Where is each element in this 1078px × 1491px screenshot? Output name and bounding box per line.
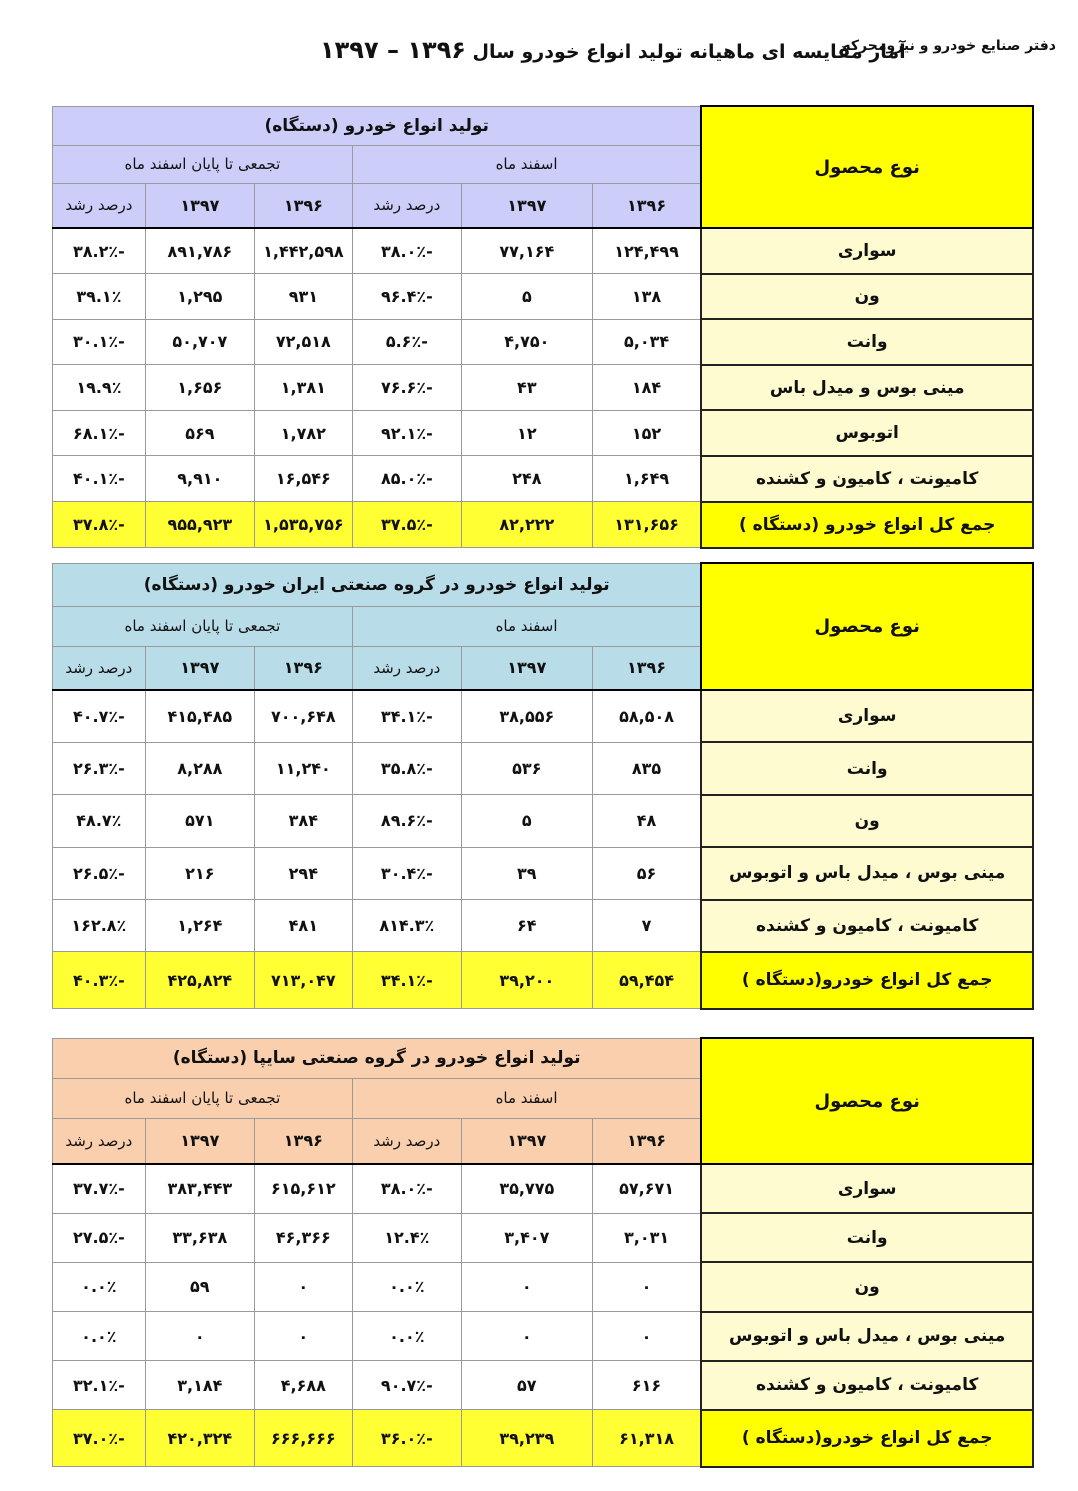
cell-cg: -۲۷.۵٪ <box>53 1213 146 1262</box>
total-cg: -۳۷.۸٪ <box>53 502 146 548</box>
cell-m96: ۱۵۲ <box>592 410 701 456</box>
cell-c97: ۵۰,۷۰۷ <box>145 319 254 365</box>
cell-cg: -۳۷.۷٪ <box>53 1164 146 1213</box>
row-label: سواری <box>701 228 1033 274</box>
row-label: وانت <box>701 742 1033 794</box>
cell-cg: ۱۹.۹٪ <box>53 365 146 411</box>
cell-m97: ۵۳۶ <box>461 742 592 794</box>
cell-m96: ۱۲۴,۴۹۹ <box>592 228 701 274</box>
cell-m97: ۵۷ <box>461 1361 592 1410</box>
cell-c96: ۱,۴۴۲,۵۹۸ <box>254 228 352 274</box>
row-label: کامیونت ، کامیون و کشنده <box>701 456 1033 502</box>
cell-c96: ۹۳۱ <box>254 274 352 320</box>
col-growth: درصد رشد <box>352 1118 461 1164</box>
cell-m96: ۱,۶۴۹ <box>592 456 701 502</box>
cell-m96: ۵,۰۳۴ <box>592 319 701 365</box>
cell-m97: ۷۷,۱۶۴ <box>461 228 592 274</box>
table-row <box>53 410 1034 456</box>
cell-c97: ۴۱۵,۴۸۵ <box>145 690 254 742</box>
cell-mg: -۳۸.۰٪ <box>352 1164 461 1213</box>
cumulative-group-header: تجمعی تا پایان اسفند ماه <box>53 145 353 183</box>
table-row <box>53 1361 1034 1410</box>
product-header: نوع محصول <box>701 563 1033 690</box>
row-label: سواری <box>701 1164 1033 1213</box>
cell-c96: ۷۰۰,۶۴۸ <box>254 690 352 742</box>
production-table-2 <box>52 562 1034 1010</box>
cell-m97: ۳۵,۷۷۵ <box>461 1164 592 1213</box>
cell-c97: ۵۶۹ <box>145 410 254 456</box>
col-cum-1396: ۱۳۹۶ <box>254 183 352 228</box>
total-cg: -۴۰.۳٪ <box>53 952 146 1009</box>
month-group-header: اسفند ماه <box>352 145 701 183</box>
cell-c96: ۰ <box>254 1312 352 1361</box>
col-cum-1397: ۱۳۹۷ <box>145 1118 254 1164</box>
cell-m97: ۵ <box>461 274 592 320</box>
cell-m97: ۲۴۸ <box>461 456 592 502</box>
cell-c97: ۳۳,۶۳۸ <box>145 1213 254 1262</box>
cell-mg: -۸۹.۶٪ <box>352 795 461 847</box>
cell-c97: ۱,۲۹۵ <box>145 274 254 320</box>
table-row <box>53 1312 1034 1361</box>
cell-c96: ۴۸۱ <box>254 900 352 952</box>
cell-m96: ۵۷,۶۷۱ <box>592 1164 701 1213</box>
production-table-3 <box>52 1037 1034 1468</box>
cell-m97: ۳,۴۰۷ <box>461 1213 592 1262</box>
table-row <box>53 1262 1034 1311</box>
total-m97: ۳۹,۲۰۰ <box>461 952 592 1009</box>
cell-m96: ۳,۰۳۱ <box>592 1213 701 1262</box>
cell-mg: -۳۸.۰٪ <box>352 228 461 274</box>
table-title: تولید انواع خودرو (دستگاه) <box>53 106 702 145</box>
total-c97: ۹۵۵,۹۲۳ <box>145 502 254 548</box>
product-header: نوع محصول <box>701 106 1033 228</box>
cell-m97: ۳۹ <box>461 847 592 899</box>
cell-c96: ۱,۳۸۱ <box>254 365 352 411</box>
cell-c96: ۱,۷۸۲ <box>254 410 352 456</box>
row-label: کامیونت ، کامیون و کشنده <box>701 900 1033 952</box>
col-1396: ۱۳۹۶ <box>592 646 701 690</box>
col-1396: ۱۳۹۶ <box>592 1118 701 1164</box>
cell-m96: ۵۸,۵۰۸ <box>592 690 701 742</box>
cell-cg: -۴۰.۱٪ <box>53 456 146 502</box>
cell-cg: -۳۰.۱٪ <box>53 319 146 365</box>
cell-c96: ۰ <box>254 1262 352 1311</box>
col-cum-growth: درصد رشد <box>53 646 146 690</box>
total-row <box>53 1410 1034 1467</box>
total-m97: ۸۲,۲۲۲ <box>461 502 592 548</box>
cell-cg: ۰.۰٪ <box>53 1312 146 1361</box>
cell-c97: ۸,۲۸۸ <box>145 742 254 794</box>
cumulative-group-header: تجمعی تا پایان اسفند ماه <box>53 1078 353 1118</box>
total-m96: ۱۳۱,۶۵۶ <box>592 502 701 548</box>
row-label: مینی بوس ، میدل باس و اتوبوس <box>701 847 1033 899</box>
row-label: وانت <box>701 319 1033 365</box>
cell-m96: ۷ <box>592 900 701 952</box>
row-label: اتوبوس <box>701 410 1033 456</box>
total-label: جمع کل انواع خودرو(دستگاه ) <box>701 1410 1033 1467</box>
cell-mg: -۳۵.۸٪ <box>352 742 461 794</box>
cell-m97: ۴۳ <box>461 365 592 411</box>
table-row <box>53 1213 1034 1262</box>
table-row <box>53 795 1034 847</box>
cell-mg: ۰.۰٪ <box>352 1262 461 1311</box>
cell-m96: ۰ <box>592 1262 701 1311</box>
col-growth: درصد رشد <box>352 183 461 228</box>
table-row <box>53 456 1034 502</box>
cell-c97: ۳۸۳,۴۴۳ <box>145 1164 254 1213</box>
cell-c96: ۷۲,۵۱۸ <box>254 319 352 365</box>
col-cum-1396: ۱۳۹۶ <box>254 1118 352 1164</box>
cell-cg: -۶۸.۱٪ <box>53 410 146 456</box>
row-label: مینی بوس و میدل باس <box>701 365 1033 411</box>
table-title: تولید انواع خودرو در گروه صنعتی سایپا (دستگاه) <box>53 1038 702 1078</box>
col-1396: ۱۳۹۶ <box>592 183 701 228</box>
cell-mg: -۸۵.۰٪ <box>352 456 461 502</box>
table-row <box>53 690 1034 742</box>
row-label: مینی بوس ، میدل باس و اتوبوس <box>701 1312 1033 1361</box>
table-row <box>53 847 1034 899</box>
title-text: آمار مقایسه ای ماهیانه تولید انواع خودرو سال <box>472 41 906 63</box>
table-row <box>53 274 1034 320</box>
cell-mg: -۳۰.۴٪ <box>352 847 461 899</box>
cell-m97: ۰ <box>461 1262 592 1311</box>
cell-c96: ۴۶,۳۶۶ <box>254 1213 352 1262</box>
col-cum-growth: درصد رشد <box>53 183 146 228</box>
office-name: دفتر صنایع خودرو و نیرومحرکه <box>842 38 1056 54</box>
col-1397: ۱۳۹۷ <box>461 646 592 690</box>
total-m96: ۵۹,۴۵۴ <box>592 952 701 1009</box>
cell-m96: ۵۶ <box>592 847 701 899</box>
cell-cg: -۳۲.۱٪ <box>53 1361 146 1410</box>
cell-c97: ۱,۲۶۴ <box>145 900 254 952</box>
total-mg: -۳۷.۵٪ <box>352 502 461 548</box>
cell-cg: -۲۶.۵٪ <box>53 847 146 899</box>
title-years: ۱۳۹۶ – ۱۳۹۷ <box>320 36 466 64</box>
table-row <box>53 1164 1034 1213</box>
col-cum-1396: ۱۳۹۶ <box>254 646 352 690</box>
month-group-header: اسفند ماه <box>352 1078 701 1118</box>
col-1397: ۱۳۹۷ <box>461 1118 592 1164</box>
col-cum-1397: ۱۳۹۷ <box>145 646 254 690</box>
row-label: ون <box>701 795 1033 847</box>
cell-c96: ۳۸۴ <box>254 795 352 847</box>
cell-c96: ۶۱۵,۶۱۲ <box>254 1164 352 1213</box>
total-mg: -۳۶.۰٪ <box>352 1410 461 1467</box>
cumulative-group-header: تجمعی تا پایان اسفند ماه <box>53 606 353 646</box>
cell-c96: ۲۹۴ <box>254 847 352 899</box>
cell-c96: ۱۱,۲۴۰ <box>254 742 352 794</box>
cell-c97: ۹,۹۱۰ <box>145 456 254 502</box>
cell-m96: ۱۳۸ <box>592 274 701 320</box>
cell-m96: ۸۳۵ <box>592 742 701 794</box>
cell-c96: ۴,۶۸۸ <box>254 1361 352 1410</box>
month-group-header: اسفند ماه <box>352 606 701 646</box>
cell-c97: ۳,۱۸۴ <box>145 1361 254 1410</box>
row-label: سواری <box>701 690 1033 742</box>
row-label: وانت <box>701 1213 1033 1262</box>
row-label: ون <box>701 274 1033 320</box>
cell-m97: ۰ <box>461 1312 592 1361</box>
cell-mg: -۹۰.۷٪ <box>352 1361 461 1410</box>
production-table-1 <box>52 105 1034 549</box>
col-growth: درصد رشد <box>352 646 461 690</box>
total-m97: ۳۹,۲۳۹ <box>461 1410 592 1467</box>
table-row <box>53 742 1034 794</box>
product-header: نوع محصول <box>701 1038 1033 1164</box>
cell-m97: ۳۸,۵۵۶ <box>461 690 592 742</box>
total-c97: ۴۲۰,۳۲۴ <box>145 1410 254 1467</box>
total-m96: ۶۱,۳۱۸ <box>592 1410 701 1467</box>
col-cum-1397: ۱۳۹۷ <box>145 183 254 228</box>
cell-mg: -۳۴.۱٪ <box>352 690 461 742</box>
cell-mg: ۰.۰٪ <box>352 1312 461 1361</box>
cell-cg: -۴۰.۷٪ <box>53 690 146 742</box>
cell-cg: ۱۶۲.۸٪ <box>53 900 146 952</box>
total-c96: ۱,۵۳۵,۷۵۶ <box>254 502 352 548</box>
cell-cg: ۳۹.۱٪ <box>53 274 146 320</box>
cell-c96: ۱۶,۵۴۶ <box>254 456 352 502</box>
page-title <box>320 36 906 64</box>
cell-c97: ۱,۶۵۶ <box>145 365 254 411</box>
cell-c97: ۵۷۱ <box>145 795 254 847</box>
col-cum-growth: درصد رشد <box>53 1118 146 1164</box>
cell-mg: -۷۶.۶٪ <box>352 365 461 411</box>
total-c96: ۷۱۳,۰۴۷ <box>254 952 352 1009</box>
cell-mg: ۱۲.۴٪ <box>352 1213 461 1262</box>
cell-c97: ۰ <box>145 1312 254 1361</box>
total-cg: -۳۷.۰٪ <box>53 1410 146 1467</box>
cell-m97: ۵ <box>461 795 592 847</box>
cell-mg: -۹۲.۱٪ <box>352 410 461 456</box>
total-c97: ۴۲۵,۸۲۴ <box>145 952 254 1009</box>
cell-mg: -۵.۶٪ <box>352 319 461 365</box>
table-row <box>53 365 1034 411</box>
total-label: جمع کل انواع خودرو(دستگاه ) <box>701 952 1033 1009</box>
cell-cg: -۲۶.۳٪ <box>53 742 146 794</box>
cell-cg: ۰.۰٪ <box>53 1262 146 1311</box>
cell-cg: -۳۸.۲٪ <box>53 228 146 274</box>
table-row <box>53 900 1034 952</box>
total-row <box>53 952 1034 1009</box>
table-title: تولید انواع خودرو در گروه صنعتی ایران خودرو (دستگاه) <box>53 563 702 606</box>
row-label: کامیونت ، کامیون و کشنده <box>701 1361 1033 1410</box>
cell-m96: ۴۸ <box>592 795 701 847</box>
cell-mg: ۸۱۴.۳٪ <box>352 900 461 952</box>
table-row <box>53 319 1034 365</box>
col-1397: ۱۳۹۷ <box>461 183 592 228</box>
cell-m96: ۰ <box>592 1312 701 1361</box>
cell-c97: ۲۱۶ <box>145 847 254 899</box>
cell-m97: ۶۴ <box>461 900 592 952</box>
cell-c97: ۸۹۱,۷۸۶ <box>145 228 254 274</box>
cell-m96: ۱۸۴ <box>592 365 701 411</box>
total-row <box>53 502 1034 548</box>
cell-m97: ۱۲ <box>461 410 592 456</box>
row-label: ون <box>701 1262 1033 1311</box>
total-label: جمع کل انواع خودرو (دستگاه ) <box>701 502 1033 548</box>
cell-cg: ۴۸.۷٪ <box>53 795 146 847</box>
table-row <box>53 228 1034 274</box>
total-c96: ۶۶۶,۶۶۶ <box>254 1410 352 1467</box>
cell-c97: ۵۹ <box>145 1262 254 1311</box>
total-mg: -۳۴.۱٪ <box>352 952 461 1009</box>
cell-m97: ۴,۷۵۰ <box>461 319 592 365</box>
cell-mg: -۹۶.۴٪ <box>352 274 461 320</box>
cell-m96: ۶۱۶ <box>592 1361 701 1410</box>
